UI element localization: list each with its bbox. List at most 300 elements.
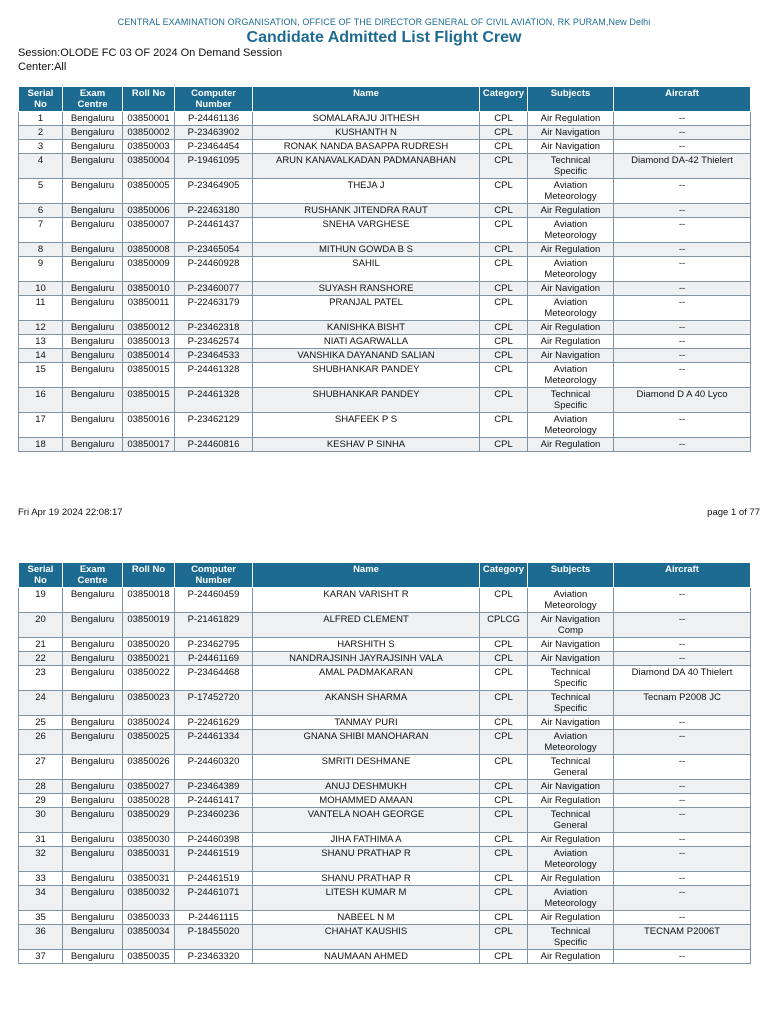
subject-line: Air Navigation: [540, 127, 601, 138]
roll-no-cell: 03850027: [123, 780, 175, 794]
name-cell: AMAL PADMAKARAN: [253, 666, 480, 691]
table-row: [19, 794, 751, 808]
computer-number-cell: P-24461169: [175, 652, 253, 666]
exam-centre-cell: Bengaluru: [63, 112, 123, 126]
aircraft-cell: --: [614, 282, 751, 296]
name-cell: RONAK NANDA BASAPPA RUDRESH: [253, 140, 480, 154]
computer-number-cell: P-24461437: [175, 218, 253, 243]
subject-cell: [528, 321, 614, 335]
exam-centre-cell: Bengaluru: [63, 154, 123, 179]
computer-number-cell: P-23460236: [175, 808, 253, 833]
serial-cell: 28: [19, 780, 63, 794]
candidate-table-2: [18, 562, 751, 964]
serial-cell: 31: [19, 833, 63, 847]
category-cell: CPL: [480, 413, 528, 438]
exam-centre-cell: Bengaluru: [63, 691, 123, 716]
table-row: [19, 349, 751, 363]
table-row: [19, 388, 751, 413]
subject-line: Air Navigation: [540, 141, 601, 152]
aircraft-cell: --: [614, 833, 751, 847]
subject-cell: [528, 257, 614, 282]
subject-line: Air Regulation: [540, 336, 601, 347]
name-cell: RUSHANK JITENDRA RAUT: [253, 204, 480, 218]
aircraft-cell: --: [614, 438, 751, 452]
subject-line: Meteorology: [544, 375, 597, 386]
aircraft-cell: --: [614, 794, 751, 808]
subject-line: Air Navigation: [540, 717, 601, 728]
exam-centre-cell: Bengaluru: [63, 794, 123, 808]
table-row: [19, 296, 751, 321]
subject-cell: [528, 755, 614, 780]
aircraft-cell: --: [614, 179, 751, 204]
computer-number-cell: P-24461328: [175, 388, 253, 413]
exam-centre-cell: Bengaluru: [63, 218, 123, 243]
subject-line: Aviation: [553, 258, 588, 269]
name-cell: ANUJ DESHMUKH: [253, 780, 480, 794]
subject-line: Aviation: [553, 297, 588, 308]
aircraft-cell: --: [614, 218, 751, 243]
column-header-subjects: Subjects: [528, 563, 614, 588]
name-cell: SHANU PRATHAP R: [253, 872, 480, 886]
subject-line: Air Regulation: [540, 912, 601, 923]
name-cell: SHAFEEK P S: [253, 413, 480, 438]
serial-cell: 13: [19, 335, 63, 349]
exam-centre-cell: Bengaluru: [63, 204, 123, 218]
exam-centre-cell: Bengaluru: [63, 716, 123, 730]
subject-line: Air Regulation: [540, 113, 601, 124]
name-cell: SUYASH RANSHORE: [253, 282, 480, 296]
column-header-subjects: Subjects: [528, 87, 614, 112]
subject-line: Air Regulation: [540, 205, 601, 216]
roll-no-cell: 03850003: [123, 140, 175, 154]
subject-line: Air Regulation: [540, 951, 601, 962]
serial-cell: 7: [19, 218, 63, 243]
subject-cell: [528, 808, 614, 833]
roll-no-cell: 03850016: [123, 413, 175, 438]
aircraft-cell: --: [614, 296, 751, 321]
subject-line: Meteorology: [544, 600, 597, 611]
roll-no-cell: 03850015: [123, 388, 175, 413]
table-row: [19, 282, 751, 296]
exam-centre-cell: Bengaluru: [63, 780, 123, 794]
subject-line: General: [553, 767, 588, 778]
table-row: [19, 833, 751, 847]
category-cell: CPL: [480, 780, 528, 794]
category-cell: CPL: [480, 438, 528, 452]
subject-line: Air Navigation: [540, 614, 601, 625]
roll-no-cell: 03850017: [123, 438, 175, 452]
exam-centre-cell: Bengaluru: [63, 730, 123, 755]
computer-number-cell: P-24460398: [175, 833, 253, 847]
roll-no-cell: 03850009: [123, 257, 175, 282]
roll-no-cell: 03850019: [123, 613, 175, 638]
subject-line: Meteorology: [544, 425, 597, 436]
exam-centre-cell: Bengaluru: [63, 808, 123, 833]
aircraft-cell: --: [614, 886, 751, 911]
aircraft-cell: Tecnam P2008 JC: [614, 691, 751, 716]
name-cell: KARAN VARISHT R: [253, 588, 480, 613]
computer-number-cell: P-23464389: [175, 780, 253, 794]
computer-number-cell: P-23464454: [175, 140, 253, 154]
exam-centre-cell: Bengaluru: [63, 413, 123, 438]
subject-line: Aviation: [553, 731, 588, 742]
exam-centre-cell: Bengaluru: [63, 886, 123, 911]
serial-cell: 8: [19, 243, 63, 257]
subject-line: Air Navigation: [540, 781, 601, 792]
table-row: [19, 652, 751, 666]
exam-centre-cell: Bengaluru: [63, 950, 123, 964]
category-cell: CPL: [480, 794, 528, 808]
serial-cell: 17: [19, 413, 63, 438]
subject-cell: [528, 588, 614, 613]
serial-cell: 30: [19, 808, 63, 833]
subject-cell: [528, 112, 614, 126]
category-cell: CPL: [480, 808, 528, 833]
computer-number-cell: P-24460928: [175, 257, 253, 282]
name-cell: KANISHKA BISHT: [253, 321, 480, 335]
computer-number-cell: P-24460459: [175, 588, 253, 613]
roll-no-cell: 03850012: [123, 321, 175, 335]
category-cell: CPLCG: [480, 613, 528, 638]
name-cell: SHUBHANKAR PANDEY: [253, 388, 480, 413]
subject-line: Aviation: [553, 180, 588, 191]
column-header-category: Category: [480, 563, 528, 588]
exam-centre-cell: Bengaluru: [63, 925, 123, 950]
category-cell: CPL: [480, 872, 528, 886]
name-cell: TANMAY PURI: [253, 716, 480, 730]
subject-cell: [528, 666, 614, 691]
subject-cell: [528, 950, 614, 964]
table-row: [19, 588, 751, 613]
subject-cell: [528, 872, 614, 886]
computer-number-cell: P-23464533: [175, 349, 253, 363]
serial-cell: 3: [19, 140, 63, 154]
category-cell: CPL: [480, 666, 528, 691]
category-cell: CPL: [480, 140, 528, 154]
exam-centre-cell: Bengaluru: [63, 911, 123, 925]
table-row: [19, 638, 751, 652]
serial-cell: 11: [19, 296, 63, 321]
page-number: page 1 of 77: [707, 507, 760, 518]
name-cell: GNANA SHIBI MANOHARAN: [253, 730, 480, 755]
subject-cell: [528, 335, 614, 349]
aircraft-cell: --: [614, 755, 751, 780]
column-header-centre: Exam Centre: [63, 563, 123, 588]
name-cell: SMRITI DESHMANE: [253, 755, 480, 780]
roll-no-cell: 03850005: [123, 179, 175, 204]
name-cell: PRANJAL PATEL: [253, 296, 480, 321]
category-cell: CPL: [480, 154, 528, 179]
aircraft-cell: --: [614, 730, 751, 755]
subject-line: Comp: [557, 625, 584, 636]
subject-line: Meteorology: [544, 308, 597, 319]
subject-line: Aviation: [553, 414, 588, 425]
category-cell: CPL: [480, 349, 528, 363]
serial-cell: 22: [19, 652, 63, 666]
roll-no-cell: 03850006: [123, 204, 175, 218]
category-cell: CPL: [480, 126, 528, 140]
category-cell: CPL: [480, 257, 528, 282]
center-label: Center:All: [18, 61, 67, 73]
roll-no-cell: 03850032: [123, 886, 175, 911]
roll-no-cell: 03850002: [123, 126, 175, 140]
table-row: [19, 911, 751, 925]
category-cell: CPL: [480, 335, 528, 349]
category-cell: CPL: [480, 925, 528, 950]
subject-line: Technical: [550, 926, 591, 937]
subject-cell: [528, 925, 614, 950]
column-header-category: Category: [480, 87, 528, 112]
computer-number-cell: P-24461136: [175, 112, 253, 126]
exam-centre-cell: Bengaluru: [63, 321, 123, 335]
roll-no-cell: 03850033: [123, 911, 175, 925]
table-row: [19, 438, 751, 452]
serial-cell: 26: [19, 730, 63, 755]
subject-cell: [528, 847, 614, 872]
roll-no-cell: 03850011: [123, 296, 175, 321]
serial-cell: 24: [19, 691, 63, 716]
name-cell: MOHAMMED AMAAN: [253, 794, 480, 808]
organisation-header: CENTRAL EXAMINATION ORGANISATION, OFFICE OF THE DIRECTOR GENERAL OF CIVIL AVIATION, RK PURAM,New Delhi: [117, 17, 651, 27]
category-cell: CPL: [480, 321, 528, 335]
subject-line: General: [553, 820, 588, 831]
subject-line: Specific: [553, 937, 588, 948]
serial-cell: 12: [19, 321, 63, 335]
computer-number-cell: P-22461629: [175, 716, 253, 730]
subject-line: Air Navigation: [540, 639, 601, 650]
column-header-serial: Serial No: [19, 563, 63, 588]
subject-line: Technical: [550, 155, 591, 166]
category-cell: CPL: [480, 363, 528, 388]
exam-centre-cell: Bengaluru: [63, 613, 123, 638]
subject-cell: [528, 794, 614, 808]
computer-number-cell: P-23463902: [175, 126, 253, 140]
category-cell: CPL: [480, 847, 528, 872]
aircraft-cell: --: [614, 321, 751, 335]
table-row: [19, 847, 751, 872]
subject-cell: [528, 716, 614, 730]
computer-number-cell: P-24461115: [175, 911, 253, 925]
exam-centre-cell: Bengaluru: [63, 243, 123, 257]
exam-centre-cell: Bengaluru: [63, 872, 123, 886]
exam-centre-cell: Bengaluru: [63, 755, 123, 780]
subject-line: Air Regulation: [540, 873, 601, 884]
computer-number-cell: P-22463180: [175, 204, 253, 218]
print-timestamp: Fri Apr 19 2024 22:08:17: [18, 507, 123, 518]
serial-cell: 4: [19, 154, 63, 179]
serial-cell: 6: [19, 204, 63, 218]
computer-number-cell: P-24461071: [175, 886, 253, 911]
name-cell: THEJA J: [253, 179, 480, 204]
table-row: [19, 112, 751, 126]
subject-line: Meteorology: [544, 191, 597, 202]
aircraft-cell: --: [614, 257, 751, 282]
roll-no-cell: 03850023: [123, 691, 175, 716]
roll-no-cell: 03850013: [123, 335, 175, 349]
computer-number-cell: P-24461334: [175, 730, 253, 755]
aircraft-cell: --: [614, 335, 751, 349]
category-cell: CPL: [480, 652, 528, 666]
exam-centre-cell: Bengaluru: [63, 296, 123, 321]
subject-line: Aviation: [553, 219, 588, 230]
name-cell: AKANSH SHARMA: [253, 691, 480, 716]
roll-no-cell: 03850007: [123, 218, 175, 243]
category-cell: CPL: [480, 179, 528, 204]
subject-cell: [528, 204, 614, 218]
exam-centre-cell: Bengaluru: [63, 349, 123, 363]
name-cell: VANSHIKA DAYANAND SALIAN: [253, 349, 480, 363]
subject-cell: [528, 179, 614, 204]
computer-number-cell: P-19461095: [175, 154, 253, 179]
subject-cell: [528, 652, 614, 666]
aircraft-cell: --: [614, 780, 751, 794]
subject-line: Aviation: [553, 848, 588, 859]
name-cell: CHAHAT KAUSHIS: [253, 925, 480, 950]
name-cell: JIHA FATHIMA A: [253, 833, 480, 847]
aircraft-cell: --: [614, 847, 751, 872]
aircraft-cell: --: [614, 911, 751, 925]
serial-cell: 21: [19, 638, 63, 652]
roll-no-cell: 03850025: [123, 730, 175, 755]
column-header-name: Name: [253, 87, 480, 112]
name-cell: ARUN KANAVALKADAN PADMANABHAN: [253, 154, 480, 179]
table-row: [19, 613, 751, 638]
column-header-centre: Exam Centre: [63, 87, 123, 112]
subject-cell: [528, 833, 614, 847]
subject-line: Technical: [550, 809, 591, 820]
subject-cell: [528, 126, 614, 140]
exam-centre-cell: Bengaluru: [63, 363, 123, 388]
column-header-computer: Computer Number: [175, 563, 253, 588]
aircraft-cell: --: [614, 716, 751, 730]
name-cell: SOMALARAJU JITHESH: [253, 112, 480, 126]
serial-cell: 16: [19, 388, 63, 413]
column-header-aircraft: Aircraft: [614, 87, 751, 112]
serial-cell: 14: [19, 349, 63, 363]
subject-line: Meteorology: [544, 230, 597, 241]
computer-number-cell: P-23462574: [175, 335, 253, 349]
table-row: [19, 808, 751, 833]
name-cell: NAUMAAN AHMED: [253, 950, 480, 964]
table-row: [19, 780, 751, 794]
subject-cell: [528, 886, 614, 911]
session-label: Session:OLODE FC 03 OF 2024 On Demand Session: [18, 47, 283, 59]
aircraft-cell: --: [614, 204, 751, 218]
subject-line: Technical: [550, 667, 591, 678]
subject-line: Meteorology: [544, 269, 597, 280]
roll-no-cell: 03850031: [123, 872, 175, 886]
roll-no-cell: 03850034: [123, 925, 175, 950]
roll-no-cell: 03850010: [123, 282, 175, 296]
subject-line: Specific: [553, 678, 588, 689]
subject-cell: [528, 282, 614, 296]
subject-cell: [528, 438, 614, 452]
serial-cell: 25: [19, 716, 63, 730]
subject-line: Air Regulation: [540, 834, 601, 845]
serial-cell: 35: [19, 911, 63, 925]
table-header-row: [19, 87, 751, 112]
category-cell: CPL: [480, 588, 528, 613]
table-row: [19, 335, 751, 349]
aircraft-cell: --: [614, 652, 751, 666]
subject-line: Air Navigation: [540, 350, 601, 361]
aircraft-cell: --: [614, 950, 751, 964]
name-cell: NANDRAJSINH JAYRAJSINH VALA: [253, 652, 480, 666]
column-header-computer: Computer Number: [175, 87, 253, 112]
table-row: [19, 179, 751, 204]
category-cell: CPL: [480, 388, 528, 413]
computer-number-cell: P-21461829: [175, 613, 253, 638]
name-cell: LITESH KUMAR M: [253, 886, 480, 911]
column-header-serial: Serial No: [19, 87, 63, 112]
name-cell: SHANU PRATHAP R: [253, 847, 480, 872]
subject-line: Specific: [553, 400, 588, 411]
category-cell: CPL: [480, 886, 528, 911]
candidate-table-1: [18, 86, 751, 452]
serial-cell: 20: [19, 613, 63, 638]
name-cell: KESHAV P SINHA: [253, 438, 480, 452]
subject-cell: [528, 349, 614, 363]
serial-cell: 9: [19, 257, 63, 282]
exam-centre-cell: Bengaluru: [63, 257, 123, 282]
roll-no-cell: 03850026: [123, 755, 175, 780]
subject-cell: [528, 218, 614, 243]
roll-no-cell: 03850020: [123, 638, 175, 652]
serial-cell: 27: [19, 755, 63, 780]
subject-line: Air Navigation: [540, 283, 601, 294]
table-row: [19, 950, 751, 964]
name-cell: NIATI AGARWALLA: [253, 335, 480, 349]
roll-no-cell: 03850029: [123, 808, 175, 833]
computer-number-cell: P-23462129: [175, 413, 253, 438]
table-row: [19, 218, 751, 243]
table-row: [19, 755, 751, 780]
subject-line: Technical: [550, 389, 591, 400]
category-cell: CPL: [480, 911, 528, 925]
subject-cell: [528, 613, 614, 638]
exam-centre-cell: Bengaluru: [63, 140, 123, 154]
column-header-roll: Roll No: [123, 87, 175, 112]
subject-cell: [528, 691, 614, 716]
name-cell: NABEEL N M: [253, 911, 480, 925]
category-cell: CPL: [480, 730, 528, 755]
name-cell: MITHUN GOWDA B S: [253, 243, 480, 257]
aircraft-cell: --: [614, 112, 751, 126]
serial-cell: 23: [19, 666, 63, 691]
subject-line: Technical: [550, 692, 591, 703]
roll-no-cell: 03850024: [123, 716, 175, 730]
category-cell: CPL: [480, 243, 528, 257]
aircraft-cell: --: [614, 349, 751, 363]
aircraft-cell: --: [614, 363, 751, 388]
roll-no-cell: 03850008: [123, 243, 175, 257]
subject-line: Air Navigation: [540, 653, 601, 664]
subject-line: Meteorology: [544, 898, 597, 909]
subject-line: Aviation: [553, 887, 588, 898]
category-cell: CPL: [480, 204, 528, 218]
subject-cell: [528, 363, 614, 388]
exam-centre-cell: Bengaluru: [63, 833, 123, 847]
computer-number-cell: P-23462318: [175, 321, 253, 335]
subject-line: Aviation: [553, 589, 588, 600]
subject-cell: [528, 780, 614, 794]
serial-cell: 29: [19, 794, 63, 808]
aircraft-cell: --: [614, 872, 751, 886]
exam-centre-cell: Bengaluru: [63, 652, 123, 666]
column-header-aircraft: Aircraft: [614, 563, 751, 588]
category-cell: CPL: [480, 282, 528, 296]
serial-cell: 18: [19, 438, 63, 452]
